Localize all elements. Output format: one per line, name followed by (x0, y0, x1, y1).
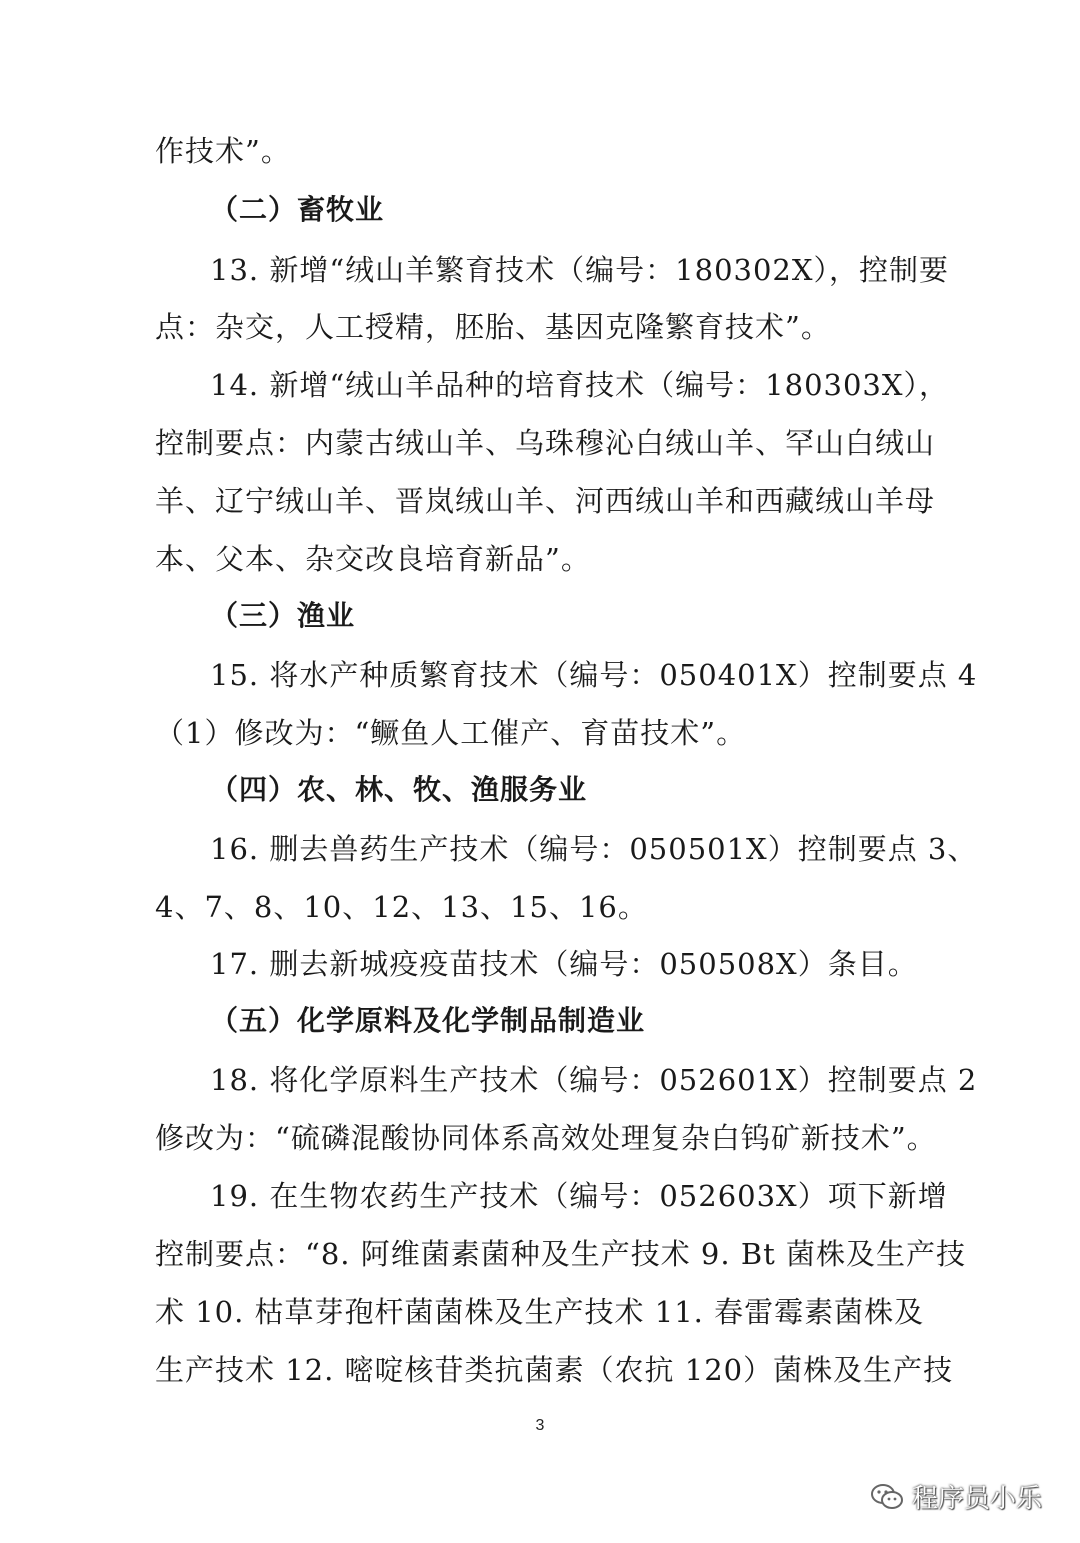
text-line: 控制要点：内蒙古绒山羊、乌珠穆沁白绒山羊、罕山白绒山 (155, 426, 936, 460)
text-line: 4、7、8、10、12、13、15、16。 (155, 890, 648, 924)
text-line: 修改为：“硫磷混酸协同体系高效处理复杂白钨矿新技术”。 (155, 1121, 937, 1155)
text-line: 17. 删去新城疫疫苗技术（编号：050508X）条目。 (210, 947, 918, 981)
text-line: 作技术”。 (155, 134, 291, 168)
text-line: 羊、辽宁绒山羊、晋岚绒山羊、河西绒山羊和西藏绒山羊母 (155, 484, 936, 518)
text-line: 生产技术 12. 嘧啶核苷类抗菌素（农抗 120）菌株及生产技 (155, 1353, 954, 1387)
text-line: 控制要点：“8. 阿维菌素菌种及生产技术 9. Bt 菌株及生产技 (155, 1237, 967, 1271)
text-line: 14. 新增“绒山羊品种的培育技术（编号：180303X）， (210, 368, 950, 402)
text-line: 点：杂交，人工授精，胚胎、基因克隆繁育技术”。 (155, 310, 831, 344)
section-heading: （四）农、林、牧、渔服务业 (210, 773, 588, 806)
text-line: 19. 在生物农药生产技术（编号：052603X）项下新增 (210, 1179, 948, 1213)
watermark (870, 1478, 1042, 1515)
text-line: 术 10. 枯草芽孢杆菌菌株及生产技术 11. 春雷霉素菌株及 (155, 1295, 925, 1329)
page-number: 3 (535, 1417, 545, 1434)
text-line: （1）修改为：“鳜鱼人工催产、育苗技术”。 (155, 716, 747, 750)
section-heading: （三）渔业 (210, 599, 356, 632)
text-line: 本、父本、杂交改良培育新品”。 (155, 542, 591, 576)
text-line: 13. 新增“绒山羊繁育技术（编号：180302X），控制要 (210, 253, 950, 287)
wechat-icon (870, 1482, 904, 1512)
section-heading: （二）畜牧业 (210, 193, 385, 226)
watermark-text: 程序员小乐 (911, 1484, 1042, 1514)
section-heading: （五）化学原料及化学制品制造业 (210, 1004, 646, 1037)
text-line: 15. 将水产种质繁育技术（编号：050401X）控制要点 4 (210, 658, 978, 692)
text-line: 18. 将化学原料生产技术（编号：052601X）控制要点 2 (210, 1063, 978, 1097)
text-line: 16. 删去兽药生产技术（编号：050501X）控制要点 3、 (210, 832, 978, 866)
